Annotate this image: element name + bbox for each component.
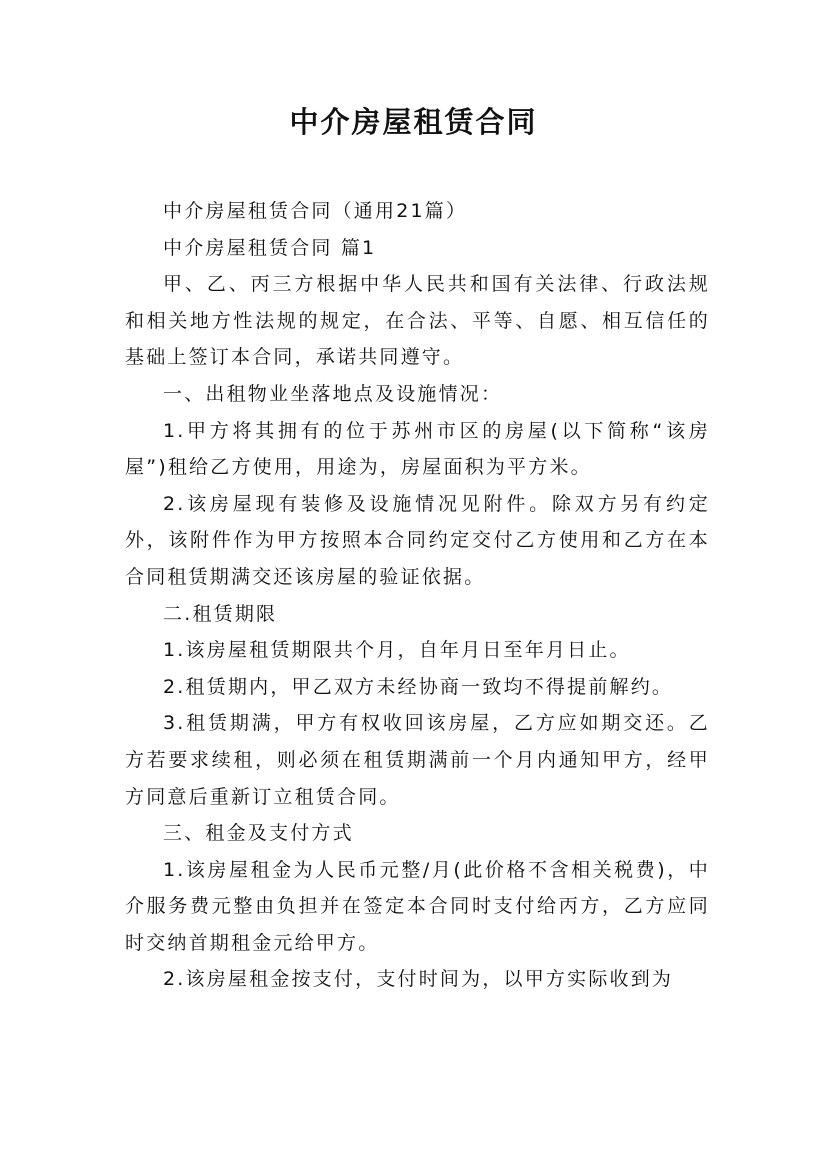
clause-3-2: 2.该房屋租金按支付，支付时间为，以甲方实际收到为 <box>163 968 674 991</box>
paragraph-heading-part1: 中介房屋租赁合同 篇1 <box>163 236 377 259</box>
paragraph-preamble: 甲、乙、丙三方根据中华人民共和国有关法律、行政法规和相关地方性法规的规定，在合法、平等、自愿、相互信任的基础上签订本合同，承诺共同遵守。 <box>125 273 710 369</box>
clause-3-1: 1.该房屋租金为人民币元整/月(此价格不含相关税费)，中介服务费元整由负担并在签定本合同时支付给丙方，乙方应同时交纳首期租金元给甲方。 <box>125 858 710 954</box>
document-title: 中介房屋租赁合同 <box>289 105 538 139</box>
clause-2-2: 2.租赁期内，甲乙双方未经协商一致均不得提前解约。 <box>163 675 674 698</box>
clause-1-2: 2.该房屋现有装修及设施情况见附件。除双方另有约定外，该附件作为甲方按照本合同约定交付乙方使用和乙方在本合同租赁期满交还该房屋的验证依据。 <box>125 492 710 588</box>
section-heading-3: 三、租金及支付方式 <box>163 822 354 845</box>
document-body <box>125 193 710 998</box>
section-heading-1: 一、出租物业坐落地点及设施情况： <box>163 382 503 405</box>
paragraph-subtitle: 中介房屋租赁合同（通用21篇） <box>163 200 468 222</box>
clause-2-1: 1.该房屋租赁期限共个月，自年月日至年月日止。 <box>163 639 631 662</box>
section-heading-2: 二.租赁期限 <box>163 602 278 625</box>
clause-2-3: 3.租赁期满，甲方有权收回该房屋，乙方应如期交还。乙方若要求续租，则必须在租赁期满前一个月内通知甲方，经甲方同意后重新订立租赁合同。 <box>125 712 710 808</box>
clause-1-1: 1.甲方将其拥有的位于苏州市区的房屋(以下简称“该房屋”)租给乙方使用，用途为，房屋面积为平方米。 <box>125 419 710 479</box>
